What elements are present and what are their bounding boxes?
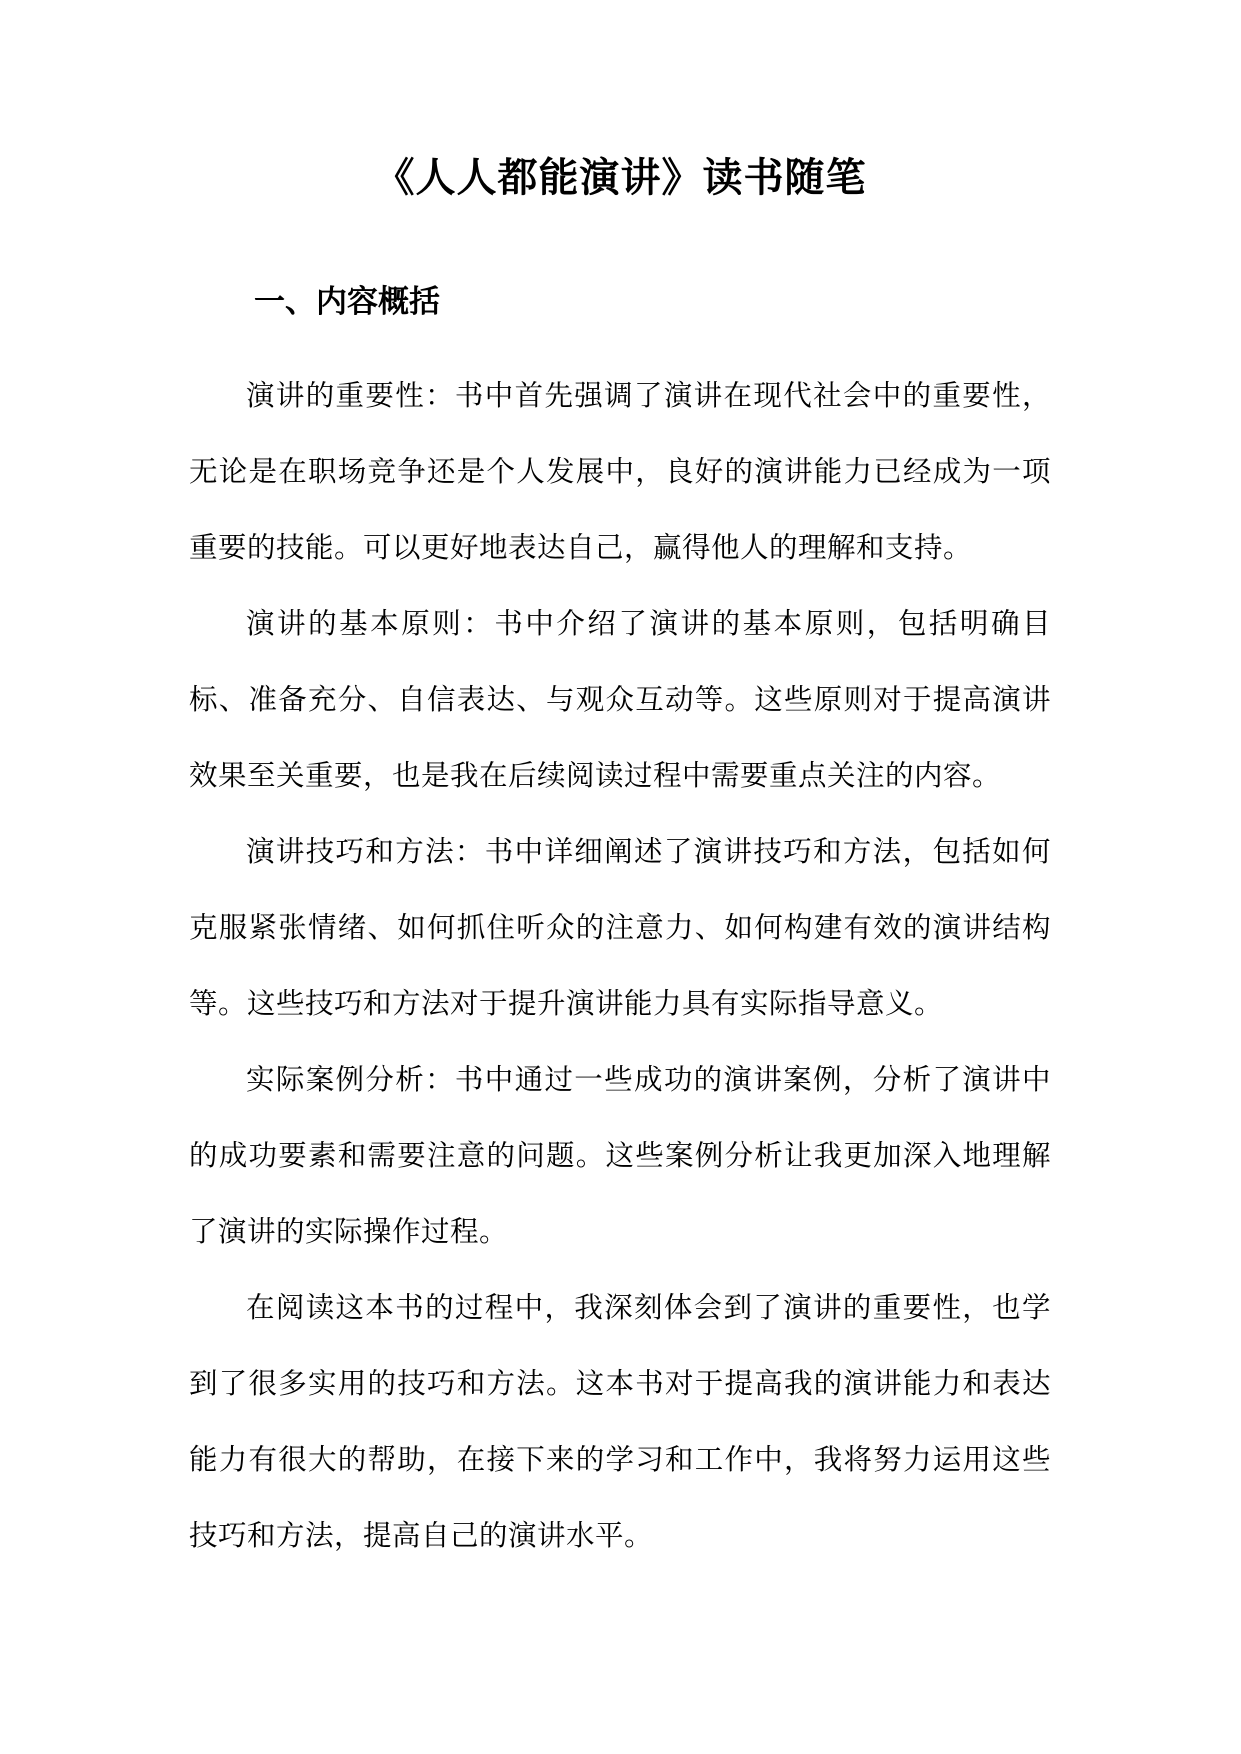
paragraph-importance: 演讲的重要性：书中首先强调了演讲在现代社会中的重要性，无论是在职场竞争还是个人发展中，良好的演讲能力已经成为一项重要的技能。可以更好地表达自己，赢得他人的理解和支持。 xyxy=(189,379,1051,564)
document-title: 《人人都能演讲》读书随笔 xyxy=(374,155,867,201)
section-heading: 一、内容概括 xyxy=(254,284,440,320)
paragraph-case-analysis: 实际案例分析：书中通过一些成功的演讲案例，分析了演讲中的成功要素和需要注意的问题。这些案例分析让我更加深入地理解了演讲的实际操作过程。 xyxy=(189,1063,1051,1248)
paragraph-techniques: 演讲技巧和方法：书中详细阐述了演讲技巧和方法，包括如何克服紧张情绪、如何抓住听众的注意力、如何构建有效的演讲结构等。这些技巧和方法对于提升演讲能力具有实际指导意义。 xyxy=(189,835,1051,1020)
paragraph-reflection: 在阅读这本书的过程中，我深刻体会到了演讲的重要性，也学到了很多实用的技巧和方法。这本书对于提高我的演讲能力和表达能力有很大的帮助，在接下来的学习和工作中，我将努力运用这些技巧和方法，提高自己的演讲水平。 xyxy=(189,1291,1051,1552)
paragraph-principles: 演讲的基本原则：书中介绍了演讲的基本原则，包括明确目标、准备充分、自信表达、与观众互动等。这些原则对于提高演讲效果至关重要，也是我在后续阅读过程中需要重点关注的内容。 xyxy=(189,607,1051,792)
body-text xyxy=(189,358,1051,1574)
